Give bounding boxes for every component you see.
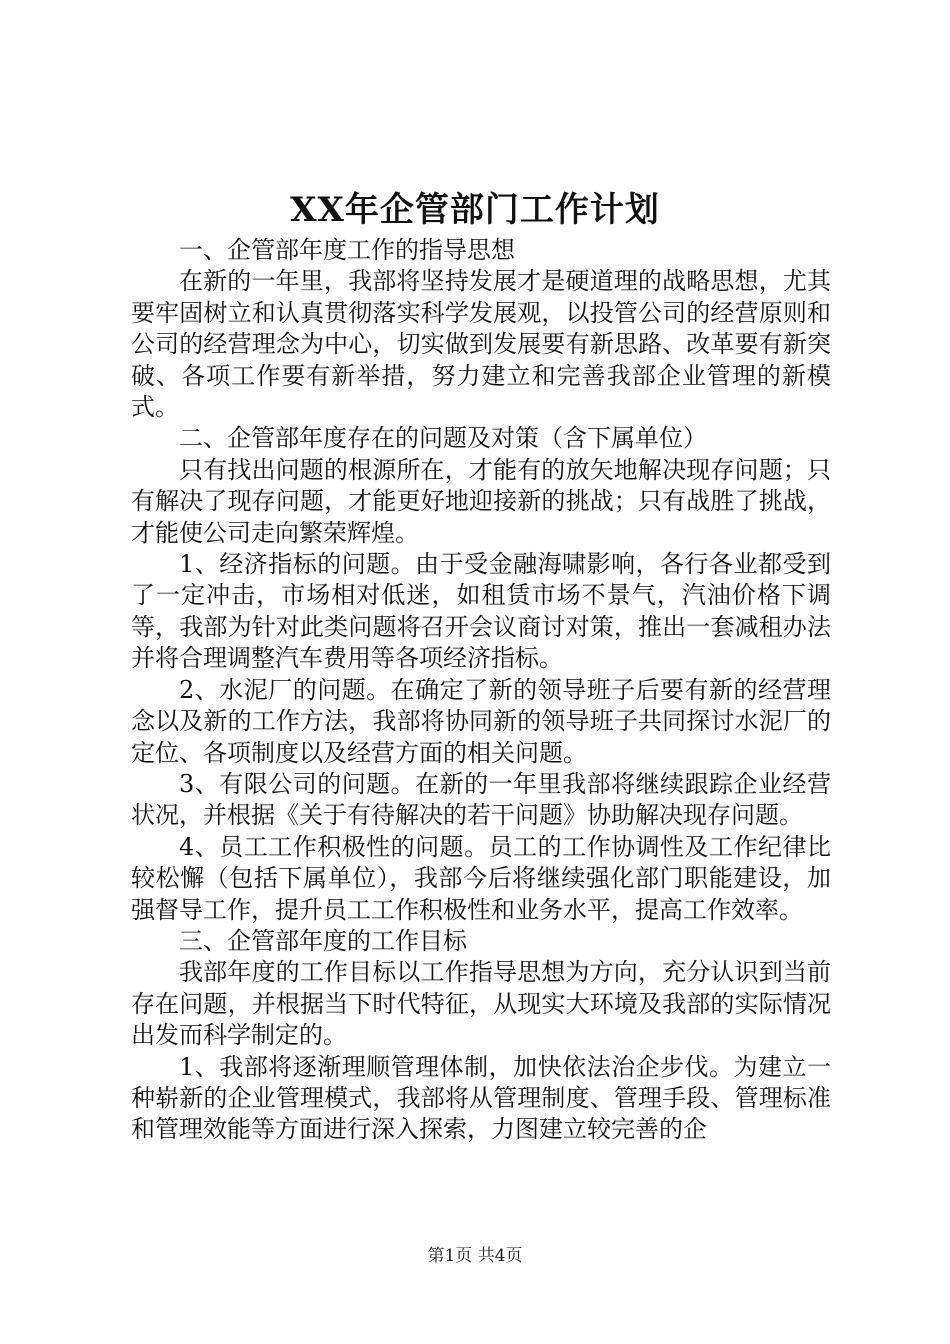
paragraph: 1、经济指标的问题。由于受金融海啸影响，各行各业都受到了一定冲击，市场相对低迷，如租赁市场不景气，汽油价格下调等，我部为针对此类问题将召开会议商讨对策，推出一套减租办法并将合理调整汽车费用等各项经济指标。 — [131, 550, 831, 673]
paragraph: 只有找出问题的根源所在，才能有的放矢地解决现存问题；只有解决了现存问题，才能更好地迎接新的挑战；只有战胜了挑战，才能使公司走向繁荣辉煌。 — [131, 455, 831, 547]
paragraph: 4、员工工作积极性的问题。员工的工作协调性及工作纪律比较松懈（包括下属单位），我部今后将继续强化部门职能建设，加强督导工作，提升员工工作积极性和业务水平，提高工作效率。 — [131, 832, 831, 924]
section-heading-2: 二、企管部年度存在的问题及对策（含下属单位） — [179, 424, 707, 453]
document-title: XX年企管部门工作计划 — [290, 190, 660, 230]
section-heading-1: 一、企管部年度工作的指导思想 — [179, 236, 515, 264]
page-footer: 第1页 共4页 — [427, 1246, 523, 1266]
paragraph: 1、我部将逐渐理顺管理体制，加快依法治企步伐。为建立一种崭新的企业管理模式，我部将从管理制度、管理手段、管理标准和管理效能等方面进行深入探索，力图建立较完善的企 — [131, 1052, 831, 1144]
paragraph: 我部年度的工作目标以工作指导思想为方向，充分认识到当前存在问题，并根据当下时代特征，从现实大环境及我部的实际情况出发而科学制定的。 — [131, 958, 831, 1050]
section-heading-3: 三、企管部年度的工作目标 — [179, 926, 467, 955]
paragraph: 2、水泥厂的问题。在确定了新的领导班子后要有新的经营理念以及新的工作方法，我部将协同新的领导班子共同探讨水泥厂的定位、各项制度以及经营方面的相关问题。 — [131, 675, 831, 767]
paragraph: 3、有限公司的问题。在新的一年里我部将继续跟踪企业经营状况，并根据《关于有待解决的若干问题》协助解决现存问题。 — [131, 769, 831, 830]
document-body — [131, 235, 831, 1146]
paragraph: 在新的一年里，我部将坚持发展才是硬道理的战略思想，尤其要牢固树立和认真贯彻落实科学发展观，以投管公司的经营原则和公司的经营理念为中心，切实做到发展要有新思路、改革要有新突破、各项工作要有新举措，努力建立和完善我部企业管理的新模式。 — [131, 267, 831, 422]
